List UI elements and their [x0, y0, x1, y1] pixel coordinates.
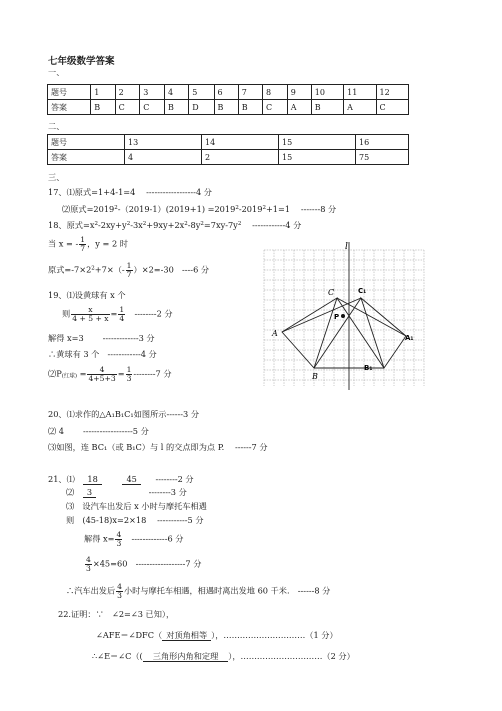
table-cell: 75 — [356, 150, 409, 165]
q19-text: 则 — [62, 308, 71, 319]
exponent: 2 — [94, 221, 98, 227]
label-a: A — [272, 329, 278, 338]
q18-text: 18、原式=x — [48, 220, 95, 230]
table-cell: 3 — [140, 85, 165, 100]
table-cell: 答案 — [48, 100, 91, 115]
table-cell: B — [164, 100, 188, 115]
exponent: 2 — [237, 221, 242, 227]
exponent: 2 — [235, 205, 239, 211]
fraction: $\frac{1}{7}$ — [126, 261, 132, 279]
table-cell: 题号 — [48, 135, 125, 150]
q20-grid-figure — [262, 240, 432, 390]
exponent: 2 — [91, 265, 95, 272]
table-cell: 12 — [376, 85, 408, 100]
q21-line-5 — [84, 531, 183, 548]
q20-line-3: ⑶如图，连 BC₁（或 B₁C）与 l 的交点即为点 P. ------7 分 — [48, 442, 268, 452]
table-cell: B — [238, 100, 262, 115]
table-cell: 9 — [287, 85, 311, 100]
table-cell: 15 — [279, 135, 356, 150]
fraction: $\frac{4}{3}$ — [117, 582, 122, 600]
q21-answer-blank: 18 — [83, 474, 101, 485]
q19-line-4: ∴黄球有 3 个 ------------4 分 — [48, 349, 157, 359]
q22-text: ∠AFE＝∠DFC（ — [96, 630, 163, 640]
answer-table-2 — [47, 134, 409, 165]
fraction: $\frac{4}{4+5+3}$ — [88, 365, 116, 383]
fraction: $\frac{x}{4 + 5 + x}$ — [72, 305, 109, 323]
q19-text: --------2 分 — [126, 308, 173, 319]
q21-answer-blank: 3 — [83, 487, 96, 498]
table-cell: A — [287, 100, 311, 115]
table-cell: 14 — [202, 135, 279, 150]
q22-answer-blank: 对顶角相等 — [162, 630, 211, 641]
q17-text: -（2019-1）(2019+1) =2019 — [117, 204, 236, 214]
q18-text: ，y = 2 时 — [87, 238, 128, 249]
q21-line-4: 则 (45-18)x=2×18 -----------5 分 — [66, 515, 204, 525]
q21-line-2 — [66, 487, 187, 498]
q18-text: ）×2=-30 ----6 分 — [133, 264, 210, 275]
q19-line-5 — [48, 366, 172, 383]
q18-text: ------------4 分 — [241, 220, 302, 230]
exponent: 2 — [114, 205, 118, 211]
q18-text: -8y — [187, 220, 201, 230]
table-cell: B — [311, 100, 343, 115]
section-two-label: 二、 — [48, 121, 65, 131]
table-row — [48, 135, 409, 150]
q21-text: 解得 x= — [84, 533, 115, 544]
table-cell: 题号 — [48, 85, 91, 100]
table-cell: C — [140, 100, 165, 115]
fraction: $\frac{4}{3}$ — [116, 530, 122, 548]
table-cell: 6 — [214, 85, 238, 100]
q21-text: ⑵ — [66, 487, 75, 497]
page-title: 七年级数学答案 — [48, 56, 115, 67]
table-cell: C — [115, 100, 140, 115]
q19-text: = — [77, 368, 87, 379]
triangle-abc — [282, 298, 340, 368]
grid-lines — [264, 250, 424, 386]
section-one-label: 一、 — [48, 67, 65, 77]
q21-line-7 — [66, 583, 330, 600]
q21-answer-blank: 45 — [122, 474, 140, 485]
q19-text: ⑵P — [48, 368, 62, 379]
exponent: 2 — [126, 221, 131, 227]
table-cell: 7 — [238, 85, 262, 100]
label-l: l — [345, 242, 348, 252]
answer-table-1 — [47, 84, 409, 115]
q21-text: ×45=60 ------------------7 分 — [92, 558, 202, 569]
table-cell: 16 — [356, 135, 409, 150]
table-row — [48, 85, 409, 100]
q18-text: =7xy-7y — [203, 220, 238, 230]
q18-line-3 — [48, 262, 209, 279]
q18-text: +9xy+2x — [146, 220, 185, 230]
q20-line-1: 20、⑴求作的△A₁B₁C₁如图所示------3 分 — [48, 409, 200, 419]
q17-text: +1=1 -------8 分 — [265, 204, 337, 214]
fraction: $\frac{4}{3}$ — [86, 555, 91, 573]
subscript: (红球) — [61, 373, 77, 380]
table-cell: B — [214, 100, 238, 115]
q19-text: --------7 分 — [133, 368, 172, 379]
q21-text: 21、⑴ — [48, 474, 75, 484]
label-c: C — [328, 288, 335, 297]
q18-text: +7×（- — [94, 264, 125, 275]
label-b: B — [312, 372, 318, 381]
q18-line-2 — [48, 236, 128, 253]
q17-text: -2019 — [238, 204, 263, 214]
q17-line-2 — [62, 204, 336, 215]
q22-text: ），…………………………（1 分） — [211, 630, 338, 640]
point-p — [341, 314, 345, 318]
table-cell: A — [344, 100, 376, 115]
label-b1: B₁ — [364, 364, 373, 372]
q19-text: = — [110, 308, 118, 319]
exponent: 2 — [142, 221, 147, 227]
table-row — [48, 100, 409, 115]
fraction: $\frac{1}{4}$ — [119, 305, 125, 323]
label-a1: A₁ — [405, 334, 414, 342]
table-cell: 1 — [91, 85, 115, 100]
exponent: 2 — [184, 221, 188, 227]
table-cell: 10 — [311, 85, 343, 100]
q21-text: ∴汽车出发后 — [66, 585, 116, 596]
table-cell: C — [263, 100, 288, 115]
q17-text: ⑵原式=2019 — [62, 204, 115, 214]
q19-text: = — [117, 368, 125, 379]
q22-line-1: 22.证明：∵ ∠2=∠3 已知）， — [58, 609, 175, 619]
table-cell: 13 — [125, 135, 202, 150]
table-cell: B — [91, 100, 115, 115]
q21-text: 小时与摩托车相遇，相遇时离出发地 60 千米. ------8 分 — [123, 585, 331, 596]
q18-line-1 — [48, 220, 301, 231]
table-cell: 4 — [125, 150, 202, 165]
exponent: 2 — [200, 221, 204, 227]
q19-line-3: 解得 x=3 -------------3 分 — [48, 333, 155, 343]
fraction: $\frac{1}{7}$ — [80, 235, 86, 253]
q18-text: -2xy+y — [97, 220, 127, 230]
q21-text: --------2 分 — [155, 474, 194, 484]
q19-line-1: 19、⑴设黄球有 x 个 — [48, 290, 126, 300]
table-cell: D — [189, 100, 214, 115]
q22-line-3 — [92, 651, 355, 662]
table-cell: 5 — [189, 85, 214, 100]
q18-text: 原式=-7×2 — [48, 264, 92, 275]
q18-text: 当 x = - — [48, 238, 79, 249]
table-cell: 答案 — [48, 150, 125, 165]
q22-line-2 — [96, 630, 338, 641]
table-cell: 4 — [164, 85, 188, 100]
connecting-lines — [282, 298, 406, 368]
q17-line-1: 17、⑴原式=1+4-1=4 ------------------4 分 — [48, 187, 212, 197]
table-cell: 8 — [263, 85, 288, 100]
table-cell: 11 — [344, 85, 376, 100]
table-cell: 2 — [115, 85, 140, 100]
q22-text: ∴∠E＝∠C（( — [92, 651, 143, 661]
table-cell: C — [376, 100, 408, 115]
q19-line-2 — [62, 306, 173, 323]
exponent: 2 — [262, 205, 266, 211]
q22-text: ），…………………………（2 分） — [228, 651, 355, 661]
q21-line-1 — [48, 474, 194, 485]
table-cell: 15 — [279, 150, 356, 165]
table-cell: 2 — [202, 150, 279, 165]
q18-text: -3x — [130, 220, 143, 230]
q21-text: -------------6 分 — [123, 533, 184, 544]
q21-text: --------3 分 — [148, 487, 187, 497]
label-c1: C₁ — [358, 287, 367, 295]
q21-line-6 — [84, 556, 201, 573]
section-three-label: 三、 — [48, 172, 65, 182]
label-p: P — [334, 313, 340, 321]
fraction: $\frac{1}{3}$ — [126, 365, 132, 383]
q22-answer-blank: 三角形内角和定理 — [143, 651, 229, 662]
q20-line-2: ⑵ 4 ------------------5 分 — [48, 426, 149, 436]
triangle-a1b1c1 — [361, 298, 406, 368]
q21-line-3: ⑶ 设汽车出发后 x 小时与摩托车相遇 — [66, 501, 207, 511]
table-row — [48, 150, 409, 165]
